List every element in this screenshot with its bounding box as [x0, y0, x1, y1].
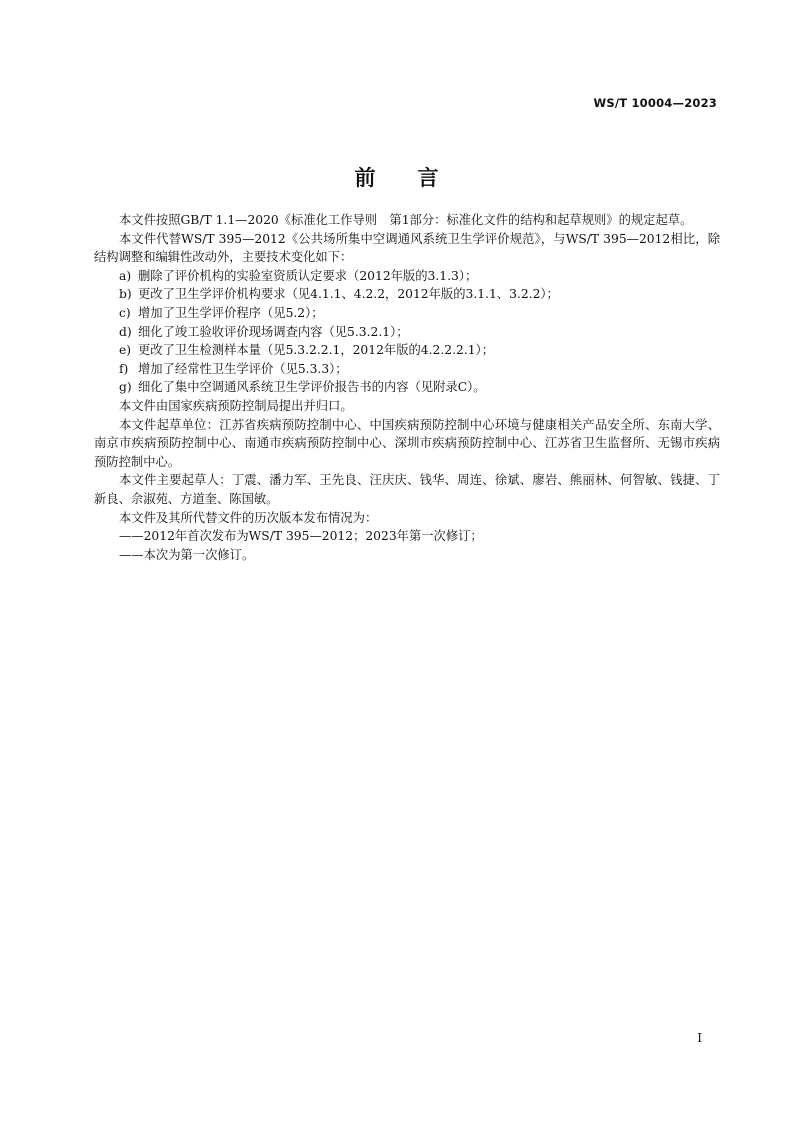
paragraph-replacement: 本文件代替WS/T 395—2012《公共场所集中空调通风系统卫生学评价规范》，与WS/T 395—2012相比，除结构调整和编辑性改动外，主要技术变化如下：	[94, 231, 720, 265]
paragraph-history-intro: 本文件及其所代替文件的历次版本发布情况为：	[119, 510, 378, 525]
list-marker: a)	[119, 268, 132, 283]
list-item-text: 更改了卫生检测样本量（见5.3.2.2.1，2012年版的4.2.2.2.1）；	[138, 343, 494, 358]
list-item-text: 增加了卫生学评价程序（见5.2）；	[138, 305, 324, 320]
history-item: ——2012年首次发布为WS/T 395—2012；2023年第一次修订；	[119, 529, 483, 544]
list-item	[94, 341, 720, 360]
list-item	[94, 360, 720, 379]
list-item-text: 细化了竣工验收评价现场调查内容（见5.3.2.1）；	[138, 324, 409, 339]
list-item	[94, 378, 720, 397]
paragraph-drafting-rules: 本文件按照GB/T 1.1—2020《标准化工作导则 第1部分：标准化文件的结构和起草规则》的规定起草。	[119, 213, 693, 227]
paragraph-proposer: 本文件由国家疾病预防控制局提出并归口。	[119, 398, 353, 413]
paragraph-drafting-units: 本文件起草单位：江苏省疾病预防控制中心、中国疾病预防控制中心环境与健康相关产品安全所、东南大学、南京市疾病预防控制中心、南通市疾病预防控制中心、深圳市疾病预防控制中心、江苏省卫生监督所、无锡市疾病预防控制中心。	[94, 417, 720, 469]
list-item	[94, 304, 720, 323]
list-marker: e)	[119, 343, 132, 358]
page-title: 前言	[354, 166, 481, 190]
list-item-text: 更改了卫生学评价机构要求（见4.1.1、4.2.2，2012年版的3.1.1、3.2.2）；	[138, 287, 559, 302]
list-marker: c)	[119, 305, 131, 320]
list-item	[94, 323, 720, 342]
list-item-text: 增加了经常性卫生学评价（见5.3.3）；	[138, 361, 348, 376]
history-item: ——本次为第一次修订。	[119, 547, 255, 562]
list-marker: d)	[119, 324, 132, 339]
list-marker: b)	[119, 287, 132, 302]
page-number: I	[697, 1031, 702, 1045]
list-item-text: 细化了集中空调通风系统卫生学评价报告书的内容（见附录C）。	[138, 380, 486, 395]
list-item	[94, 285, 720, 304]
list-item-text: 删除了评价机构的实验室资质认定要求（2012年版的3.1.3）；	[138, 268, 478, 283]
list-marker: f)	[119, 361, 129, 376]
document-code: WS/T 10004—2023	[593, 96, 717, 110]
paragraph-drafters: 本文件主要起草人：丁震、潘力军、王先良、汪庆庆、钱华、周连、徐斌、廖岩、熊丽林、何智敏、钱捷、丁新良、佘淑苑、方道奎、陈国敏。	[94, 473, 720, 506]
foreword-body	[94, 211, 720, 564]
list-marker: g)	[119, 380, 132, 395]
list-item	[94, 267, 720, 286]
changes-list	[94, 267, 720, 397]
